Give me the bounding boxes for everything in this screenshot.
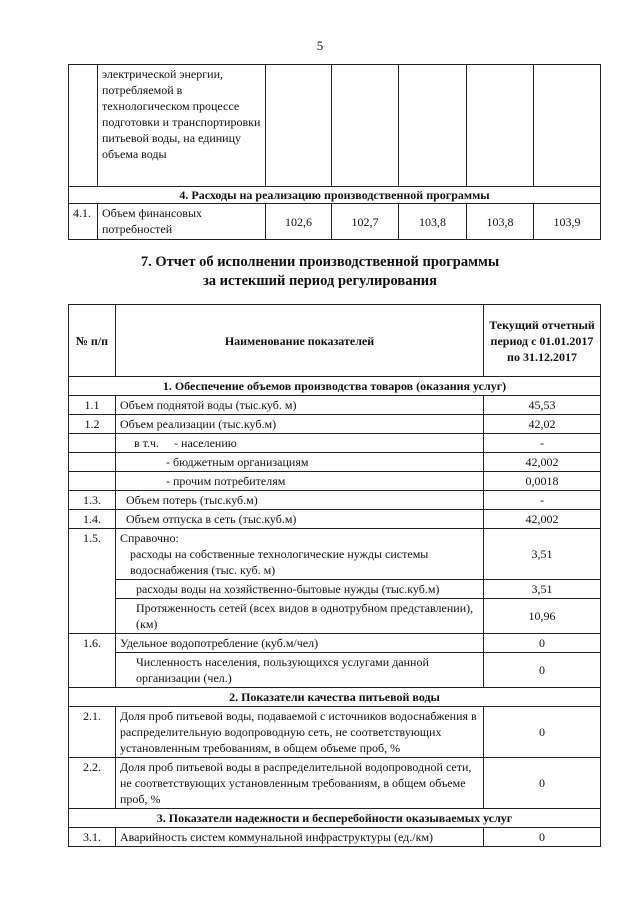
- row-number: 1.1: [69, 396, 116, 415]
- page-number: 5: [316, 38, 324, 53]
- value-cell: 3,51: [484, 529, 601, 580]
- table-row: [69, 529, 601, 580]
- row-number: 2.1.: [69, 707, 116, 758]
- report-table: [68, 304, 601, 847]
- section-header-row: [69, 809, 601, 828]
- table-row: [69, 472, 601, 491]
- section-header-row: [69, 187, 601, 204]
- table-row: [69, 580, 601, 599]
- table-row: [69, 510, 601, 529]
- row-number: [69, 453, 116, 472]
- table-row: [69, 653, 601, 688]
- indicator-label: Численность населения, пользующихся услугами данной организации (чел.): [116, 653, 484, 688]
- value-cell: 45,53: [484, 396, 601, 415]
- table-row: [69, 434, 601, 453]
- indicator-label: Аварийность систем коммунальной инфраструктуры (ед./км): [116, 828, 484, 847]
- report-title-line-1: 7. Отчет об исполнении производственной программы: [140, 254, 500, 270]
- row-number: 1.5.: [69, 529, 116, 634]
- indicator-label: Объем реализации (тыс.куб.м): [116, 415, 484, 434]
- row-number-cell: [69, 65, 98, 187]
- indicator-label: Объем финансовых потребностей: [98, 204, 266, 240]
- population-sub-label: - населению: [174, 436, 237, 450]
- indicator-label: Объем отпуска в сеть (тыс.куб.м): [116, 510, 484, 529]
- value-cell: 103,9: [534, 204, 601, 240]
- indicator-label: Объем потерь (тыс.куб.м): [116, 491, 484, 510]
- header-num: № п/п: [69, 305, 116, 377]
- row-number: 1.4.: [69, 510, 116, 529]
- value-cell: 42,002: [484, 453, 601, 472]
- program-table-continuation: [68, 64, 601, 240]
- table-row: [69, 204, 601, 240]
- row-number: [69, 472, 116, 491]
- value-cell: 42,02: [484, 415, 601, 434]
- section-1-title: 1. Обеспечение объемов производства товаров (оказания услуг): [69, 377, 601, 396]
- section-2-title: 2. Показатели качества питьевой воды: [69, 688, 601, 707]
- value-cell: -: [484, 491, 601, 510]
- value-cell: 3,51: [484, 580, 601, 599]
- indicator-label: Объем поднятой воды (тыс.куб. м): [116, 396, 484, 415]
- table-row: [69, 707, 601, 758]
- value-cell: 102,6: [266, 204, 332, 240]
- row-number: 1.3.: [69, 491, 116, 510]
- value-cell: -: [484, 434, 601, 453]
- value-cell: 10,96: [484, 599, 601, 634]
- value-cell: 0: [484, 707, 601, 758]
- table-row: [69, 599, 601, 634]
- table-row: [69, 415, 601, 434]
- value-cell: 0: [484, 653, 601, 688]
- indicator-label: Доля проб питьевой воды в распределительной водопроводной сети, не соответствующих установленным требованиям, в общем объеме проб, %: [116, 758, 484, 809]
- table-row: [69, 828, 601, 847]
- header-row: [69, 305, 601, 377]
- row-number: 2.2.: [69, 758, 116, 809]
- report-title: [0, 253, 640, 291]
- row-number: 1.6.: [69, 634, 116, 688]
- value-cell: 102,7: [332, 204, 399, 240]
- value-cell: 0: [484, 828, 601, 847]
- table-row: [69, 491, 601, 510]
- indicator-label: Протяженность сетей (всех видов в однотрубном представлении), (км): [116, 599, 484, 634]
- section-header-row: [69, 688, 601, 707]
- value-cell: 0,0018: [484, 472, 601, 491]
- indicator-label: - бюджетным организациям: [116, 453, 484, 472]
- including-label: в т.ч.: [134, 436, 160, 450]
- indicator-label: [116, 529, 484, 580]
- value-cell: 0: [484, 634, 601, 653]
- table-row: [69, 65, 601, 187]
- reference-label: Справочно:: [120, 531, 179, 545]
- indicator-label: Удельное водопотребление (куб.м/чел): [116, 634, 484, 653]
- value-cell: 103,8: [467, 204, 534, 240]
- tech-needs-label: расходы на собственные технологические нужды системы водоснабжения (тыс. куб. м): [130, 547, 429, 577]
- indicator-label: [116, 434, 484, 453]
- indicator-label: расходы воды на хозяйственно-бытовые нужды (тыс.куб.м): [116, 580, 484, 599]
- table-row: [69, 758, 601, 809]
- value-cell: 42,002: [484, 510, 601, 529]
- table-row: [69, 634, 601, 653]
- section-header-row: [69, 377, 601, 396]
- row-number: 1.2: [69, 415, 116, 434]
- indicator-label: Доля проб питьевой воды, подаваемой с источников водоснабжения в распределительную водопроводную сеть, не соответствующих установленным требованиям, в общем объеме проб, %: [116, 707, 484, 758]
- report-title-line-2: за истекший период регулирования: [202, 273, 438, 289]
- row-number: 3.1.: [69, 828, 116, 847]
- indicator-label: - прочим потребителям: [116, 472, 484, 491]
- section-3-title: 3. Показатели надежности и бесперебойности оказываемых услуг: [69, 809, 601, 828]
- table-row: [69, 453, 601, 472]
- indicator-label: электрической энергии, потребляемой в технологическом процессе подготовки и транспортировки питьевой воды, на единицу объема воды: [98, 65, 266, 187]
- row-number: 4.1.: [69, 204, 98, 240]
- header-period: Текущий отчетный период с 01.01.2017 по 31.12.2017: [484, 305, 601, 377]
- table-row: [69, 396, 601, 415]
- row-number: [69, 434, 116, 453]
- header-name: Наименование показателей: [116, 305, 484, 377]
- value-cell: 0: [484, 758, 601, 809]
- value-cell: 103,8: [399, 204, 467, 240]
- section-4-title: 4. Расходы на реализацию производственной программы: [69, 187, 601, 204]
